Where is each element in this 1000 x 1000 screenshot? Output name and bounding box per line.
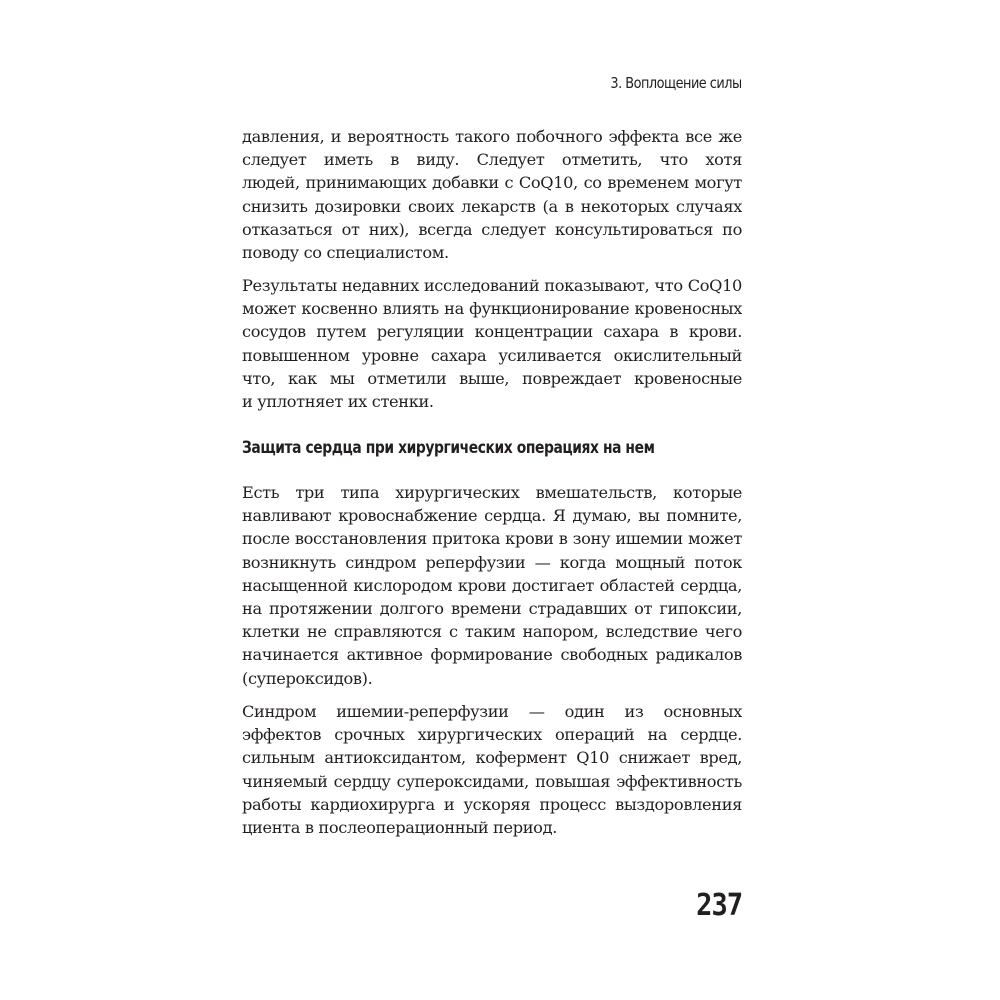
text-line: и уплотняет их стенки. — [242, 391, 434, 411]
text-line: Результаты недавних исследований показывают, что CoQ10 — [242, 276, 742, 295]
running-head: 3. Воплощение силы — [610, 74, 742, 92]
text-line: сосудов путем регуляции концентрации сахара в крови. — [242, 322, 742, 342]
text-line: следует иметь в виду. Следует отметить, что хотя — [242, 150, 742, 170]
text-line: что, как мы отметили выше, повреждает кровеносные — [242, 368, 742, 388]
text-line: поводу со специалистом. — [242, 242, 449, 262]
text-line: людей, принимающих добавки с CoQ10, со временем могут — [242, 173, 742, 193]
text-line: клетки не справляются с таким напором, вследствие чего — [242, 622, 742, 642]
text-line: навливают кровоснабжение сердца. Я думаю, вы помните, — [242, 506, 742, 526]
text-line: может косвенно влиять на функционирование кровеносных — [242, 299, 742, 319]
text-line: эффектов срочных хирургических операций на сердце. — [242, 725, 742, 745]
text-line: (супероксидов). — [242, 668, 373, 688]
paragraph-1 — [242, 125, 742, 264]
text-line: снизить дозировки своих лекарств (а в некоторых случаях — [242, 196, 742, 216]
paragraph-3 — [242, 481, 742, 690]
text-line: чиняемый сердцу супероксидами, повышая эффективность — [242, 771, 742, 791]
text-line: начинается активное формирование свободных радикалов — [242, 645, 742, 665]
text-line: повышенном уровне сахара усиливается окислительный — [242, 345, 742, 365]
paragraph-4 — [242, 700, 742, 839]
text-line: давления, и вероятность такого побочного эффекта все же — [242, 127, 742, 146]
text-line: циента в послеоперационный период. — [242, 817, 557, 837]
text-line: работы кардиохирурга и ускоряя процесс выздоровления — [242, 794, 742, 814]
text-line: Синдром ишемии-реперфузии — один из основных — [242, 702, 742, 721]
text-line: сильным антиоксидантом, кофермент Q10 снижает вред, — [242, 748, 742, 768]
text-line: Есть три типа хирургических вмешательств, которые — [242, 483, 742, 502]
text-line: на протяжении долгого времени страдавших от гипоксии, — [242, 598, 742, 618]
page-number: 237 — [695, 888, 742, 923]
section-heading: Защита сердца при хирургических операциях на нем — [242, 438, 655, 457]
text-line: возникнуть синдром реперфузии — когда мощный поток — [242, 552, 742, 572]
paragraph-2 — [242, 274, 742, 413]
text-line: насыщенной кислородом крови достигает областей сердца, — [242, 575, 742, 595]
text-line: после восстановления притока крови в зону ишемии может — [242, 529, 742, 549]
text-line: отказаться от них), всегда следует консультироваться по — [242, 219, 742, 239]
